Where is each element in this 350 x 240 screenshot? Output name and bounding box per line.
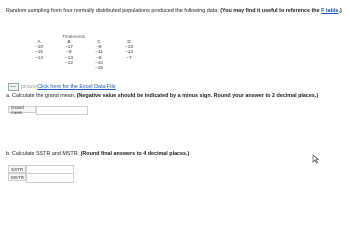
- part-b-instructions: (Round final answers to 4 decimal places.): [80, 151, 190, 157]
- header-b: B: [67, 39, 71, 45]
- excel-link-text[interactable]: Click here for the Excel Data File: [37, 84, 116, 90]
- table-title: Treatments: [61, 34, 86, 39]
- mstr-label: MSTR: [8, 173, 26, 181]
- intro-hint: (You may find it useful to reference the F table.): [220, 8, 342, 14]
- part-b-text: b. Calculate SSTR and MSTR.: [6, 151, 80, 157]
- cell: −6: [96, 44, 102, 50]
- mstr-input[interactable]: [26, 173, 74, 183]
- header-d: D: [127, 39, 131, 45]
- f-table-link[interactable]: F table: [321, 8, 339, 14]
- cell: −17: [65, 44, 73, 50]
- question-intro: [6, 8, 342, 15]
- picture-alt: picture: [21, 84, 38, 90]
- cell: −11: [95, 49, 103, 55]
- grand-mean-input[interactable]: [36, 106, 88, 115]
- header-a: A: [37, 39, 41, 45]
- part-a-text: a. Calculate the grand mean.: [6, 93, 76, 99]
- cell: −7: [126, 54, 132, 60]
- grand-mean-label: Grand mean: [8, 106, 36, 113]
- cell: −13: [125, 49, 133, 55]
- cell: −10: [35, 44, 43, 50]
- part-b-prompt: [6, 151, 189, 157]
- part-a-instructions: (Negative value should be indicated by a minus sign. Round your answer to 2 decimal places.): [76, 93, 319, 99]
- cell: [24, 65, 54, 70]
- cell: −8: [66, 49, 72, 55]
- sstr-label: SSTR: [8, 165, 26, 173]
- cell: [54, 65, 84, 70]
- data-table: [24, 34, 159, 70]
- cell: [114, 65, 144, 70]
- cell: −13: [65, 54, 73, 60]
- excel-data-link[interactable]: [8, 83, 116, 91]
- intro-text: Random sampling from four normally distributed populations produced the following data:: [6, 8, 219, 14]
- cell: −14: [35, 54, 43, 60]
- header-c: C: [97, 39, 101, 45]
- cell: −13: [125, 44, 133, 50]
- cell: −15: [35, 49, 43, 55]
- mouse-pointer-icon: [312, 154, 320, 164]
- cell: −8: [96, 54, 102, 60]
- table-row: [24, 65, 144, 70]
- picture-icon: [8, 83, 19, 91]
- cell: −12: [65, 59, 73, 65]
- cell: −10: [95, 59, 103, 65]
- cell: −15: [95, 65, 103, 71]
- part-a-prompt: [6, 93, 318, 99]
